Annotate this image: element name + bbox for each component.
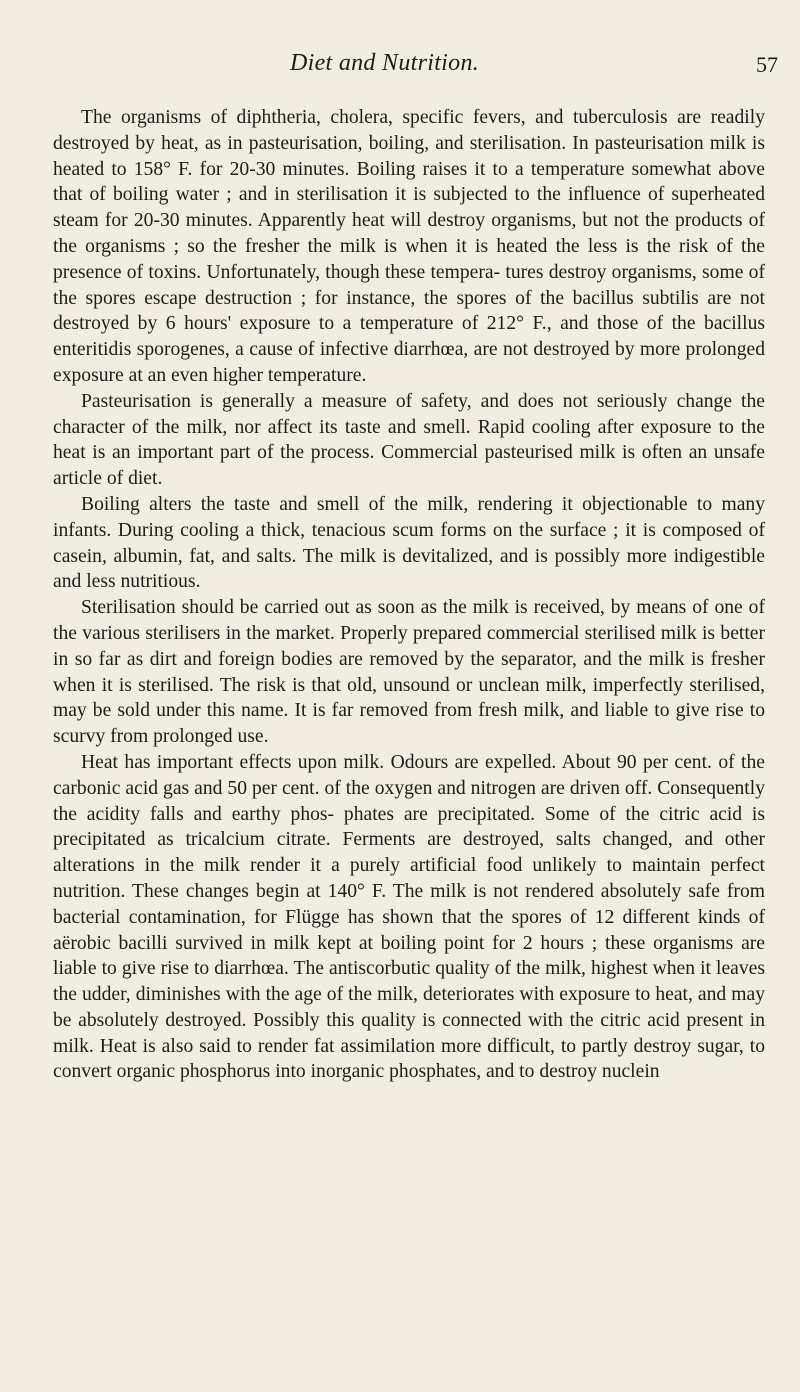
running-title: Diet and Nutrition. [290,50,480,76]
paragraph-sterilisation: Sterilisation should be carried out as soon as the milk is received, by means of one of the various sterilisers in the market. Properly prepared commercial sterilised milk is better in so far as dirt and foreign bodies are removed by the separator, and the milk is fresher when it is sterilised. The risk is that old, unsound or unclean milk, imperfectly sterilised, may be sold under this name. It is far removed from fresh milk, and liable to give rise to scurvy from prolonged use. [53,597,765,748]
paragraph-effects-of-heat: Heat has important effects upon milk. Odours are expelled. About 90 per cent. of the carbonic acid gas and 50 per cent. of the oxygen and nitrogen are driven off. Consequently the acidity falls and earthy phos- phates are precipitated. Some of the citric acid is precipitated as tricalcium citrate. Ferments are destroyed, salts changed, and other alterations in the milk render it a purely artificial food unlikely to maintain perfect nutrition. These changes begin at 140° F. The milk is not rendered absolutely safe from bacterial contamination, for Flügge has shown that the spores of 12 different kinds of aërobic bacilli survived in milk kept at boiling point for 2 hours ; these organisms are liable to give rise to diarrhœa. The antiscorbutic quality of the milk, highest when it leaves the udder, diminishes with the age of the milk, deteriorates with exposure to heat, and may be absolutely destroyed. Possibly this quality is connected with the citric acid present in milk. Heat is also said to render fat assimilation more difficult, to partly destroy sugar, to convert organic phosphorus into inorganic phosphates, and to destroy nuclein [53,751,765,1083]
paragraph-heat-destroys-organisms: The organisms of diphtheria, cholera, specific fevers, and tuberculosis are readily destroyed by heat, as in pasteurisation, boiling, and sterilisation. In pasteurisation milk is heated to 158° F. for 20-30 minutes. Boiling raises it to a temperature somewhat above that of boiling water ; and in sterilisation it is subjected to the influence of superheated steam for 20-30 minutes. Apparently heat will destroy organisms, but not the products of the organisms ; so the fresher the milk is when it is heated the less is the risk of the presence of toxins. Unfortunately, though these tempera- tures destroy organisms, some of the spores escape destruction ; for instance, the spores of the bacillus subtilis are not destroyed by 6 hours' exposure to a temperature of 212° F., and those of the bacillus enteritidis sporogenes, a cause of infective diarrhœa, are not destroyed by more prolonged exposure at an even higher temperature. [53,107,765,386]
running-head [0,50,800,90]
paragraph-pasteurisation: Pasteurisation is generally a measure of safety, and does not seriously change the character of the milk, nor affect its taste and smell. Rapid cooling after exposure to the heat is an important part of the process. Commercial pasteurised milk is often an unsafe article of diet. [53,390,765,490]
body-text [53,105,765,1085]
paragraph-boiling: Boiling alters the taste and smell of the milk, rendering it objectionable to many infants. During cooling a thick, tenacious scum forms on the surface ; it is composed of casein, albumin, fat, and salts. The milk is devitalized, and is possibly more indigestible and less nutritious. [53,493,765,593]
page-number: 57 [756,52,778,77]
